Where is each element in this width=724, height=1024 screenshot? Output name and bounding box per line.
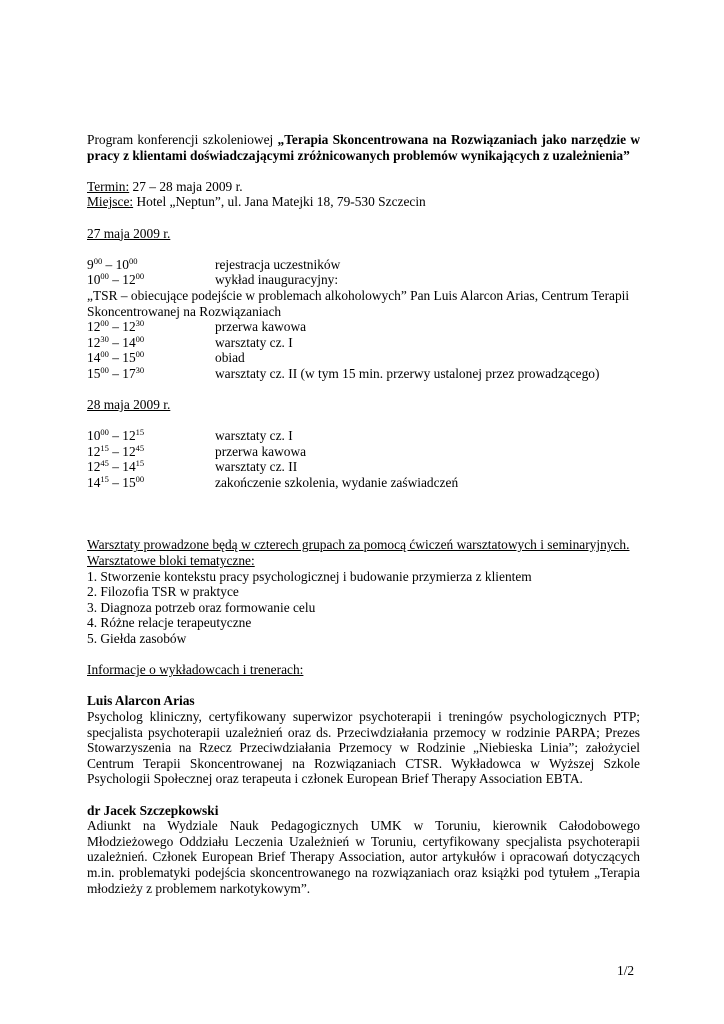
schedule-time: $15^{00} - 17^{30}$	[87, 364, 145, 381]
workshop-blocks-heading: Warsztatowe bloki tematyczne:	[87, 553, 255, 569]
schedule-row	[87, 475, 640, 491]
schedule-desc: warsztaty cz. II (w tym 15 min. przerwy ustalonej przez prowadzącego)	[215, 365, 600, 381]
lecturer-name: Luis Alarcon Arias	[87, 693, 195, 709]
miejsce-value: Hotel „Neptun”, ul. Jana Matejki 18, 79-530 Szczecin	[133, 194, 426, 210]
schedule-desc: warsztaty cz. I	[215, 428, 293, 444]
title-bold: „Terapia Skoncentrowana na Rozwiązaniach jako narzędzie w pracy z klientami doświadczającymi zróżnicowanych problemów wynikających z uzależnienia”	[87, 132, 640, 163]
document-title	[87, 132, 640, 163]
workshop-block-item: 1. Stworzenie kontekstu pracy psychologicznej i budowanie przymierza z klientem	[87, 568, 532, 584]
schedule-row	[87, 366, 640, 382]
page-number: 1/2	[617, 963, 635, 978]
lecturers-heading: Informacje o wykładowcach i trenerach:	[87, 662, 304, 678]
schedule-time: $14^{15} - 15^{00}$	[87, 474, 145, 491]
workshop-block-item: 3. Diagnoza potrzeb oraz formowanie celu	[87, 599, 316, 615]
miejsce-line	[87, 194, 640, 210]
schedule-row	[87, 319, 640, 335]
workshops-intro: Warsztaty prowadzone będą w czterech grupach za pomocą ćwiczeń warsztatowych i seminaryjnych.	[87, 537, 630, 553]
schedule-desc: warsztaty cz. I	[215, 334, 293, 350]
schedule-desc: rejestracja uczestników	[215, 256, 341, 272]
workshop-block-item: 2. Filozofia TSR w praktyce	[87, 584, 239, 600]
day1-heading: 27 maja 2009 r.	[87, 225, 171, 241]
schedule-desc: warsztaty cz. II	[215, 459, 298, 475]
schedule-row	[87, 428, 640, 444]
schedule-time: $12^{45} - 14^{15}$	[87, 458, 145, 475]
title-prefix: Program konferencji szkoleniowej	[87, 132, 278, 147]
schedule-row	[87, 257, 640, 273]
schedule-row	[87, 444, 640, 460]
schedule-row	[87, 459, 640, 475]
workshop-block-item: 4. Różne relacje terapeutyczne	[87, 615, 252, 631]
schedule-time: $10^{00} - 12^{15}$	[87, 427, 145, 444]
lecturer-name: dr Jacek Szczepkowski	[87, 802, 219, 818]
schedule-time: $9^{00} - 10^{00}$	[87, 255, 138, 272]
schedule-time: $12^{00} - 12^{30}$	[87, 318, 145, 335]
lecturer-bio: Adiunkt na Wydziale Nauk Pedagogicznych UMK w Toruniu, kierownik Całodobowego Młodzieżowego Oddziału Leczenia Uzależnień w Toruniu, certyfikowany specjalista psychoterapii uzależnień. Członek European Brief Therapy Association, autor artykułów i opracowań dotyczących m.in. problematyki podejścia skoncentrowanego na rozwiązaniach oraz książki pod tytułem „Terapia młodzieży z problemem narkotykowym”.	[87, 818, 640, 896]
schedule-row	[87, 335, 640, 351]
schedule-desc: obiad	[215, 350, 245, 366]
schedule-time: $10^{00} - 12^{00}$	[87, 271, 145, 288]
schedule-row	[87, 350, 640, 366]
workshop-block-item: 5. Giełda zasobów	[87, 631, 187, 646]
termin-label: Termin:	[87, 178, 130, 194]
schedule-desc: zakończenie szkolenia, wydanie zaświadczeń	[215, 475, 459, 491]
day2-heading: 28 maja 2009 r.	[87, 397, 171, 413]
lecture-title: „TSR – obiecujące podejście w problemach alkoholowych” Pan Luis Alarcon Arias, Centrum Terapii Skoncentrowanej na Rozwiązaniach	[87, 287, 630, 319]
schedule-time: $14^{00} - 15^{00}$	[87, 349, 145, 366]
schedule-desc: wykład inauguracyjny:	[215, 272, 339, 288]
schedule-row	[87, 272, 640, 288]
schedule-desc: przerwa kawowa	[215, 443, 307, 459]
schedule-desc: przerwa kawowa	[215, 319, 307, 335]
termin-value: 27 – 28 maja 2009 r.	[129, 178, 243, 194]
lecturer-bio: Psycholog kliniczny, certyfikowany superwizor psychoterapii i treningów psychologicznych PTP; specjalista psychoterapii uzależnień oraz ds. Przeciwdziałania przemocy w rodzinie PARPA; Prezes Stowarzyszenia na Rzecz Przeciwdziałania Przemocy w Rodzinie „Niebieska Linia”; założyciel Centrum Terapii Skoncentrowanej na Rozwiązaniach CTSR. Wykładowca w Wyższej Szkole Psychologii Społecznej oraz terapeuta i członek European Brief Therapy Association EBTA.	[87, 708, 640, 787]
miejsce-label: Miejsce:	[87, 194, 134, 210]
termin-line	[87, 179, 640, 195]
schedule-time: $12^{30} - 14^{00}$	[87, 333, 145, 350]
schedule-time: $12^{15} - 12^{45}$	[87, 442, 145, 459]
document-content	[87, 132, 640, 896]
